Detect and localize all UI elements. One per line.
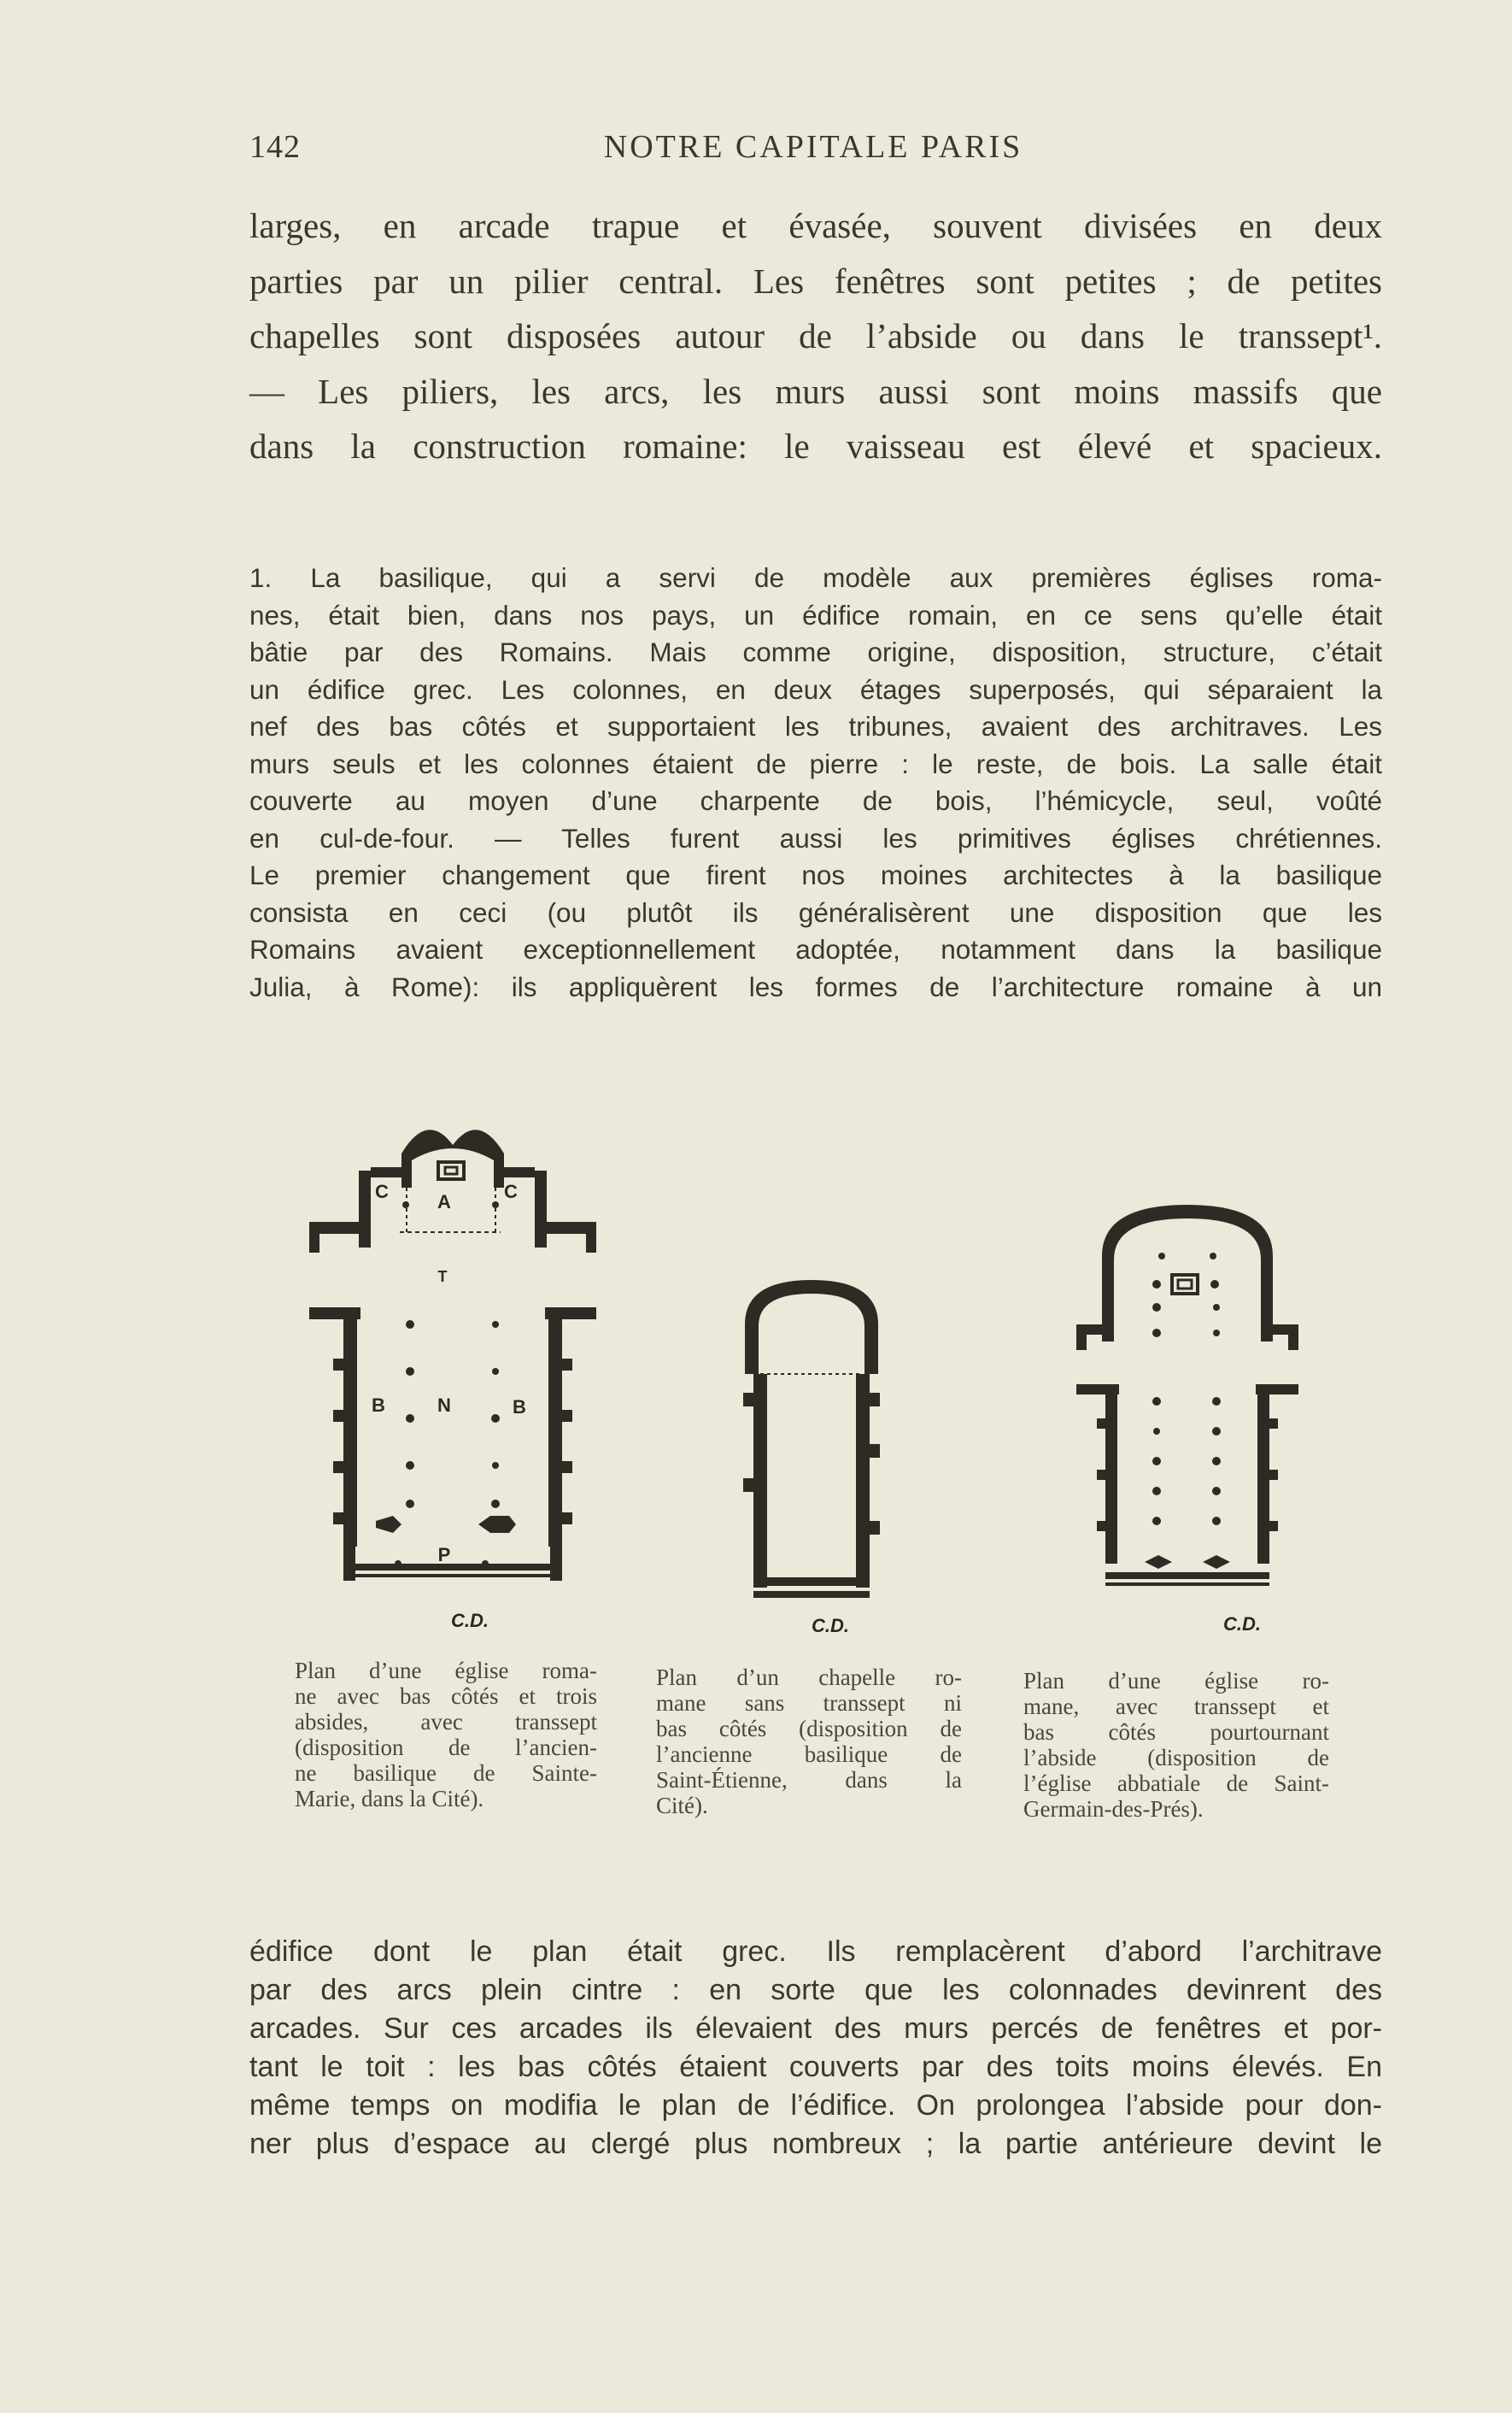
caption-line: Saint-Étienne, dans la (656, 1767, 962, 1793)
caption-line: mane, avec transsept et (1023, 1694, 1329, 1719)
footnote (249, 560, 1382, 1006)
plan-letter-p: P (437, 1544, 451, 1565)
floor-plan-figure-3 (1068, 1196, 1307, 1606)
plan-letter-b-left: B (372, 1394, 385, 1416)
caption-line: Cité). (656, 1793, 708, 1818)
footnote-line: murs seuls et les colonnes étaient de pierre : le reste, de bois. La salle était (249, 748, 1382, 779)
caption-line: absides, avec transsept (295, 1709, 597, 1735)
footnote-line: Le premier changement que firent nos moines architectes à la basilique (249, 860, 1382, 890)
page-number: 142 (249, 129, 301, 165)
figure-1-signature: C.D. (451, 1610, 489, 1631)
text-line: larges, en arcade trapue et évasée, souvent divisées en deux (249, 206, 1382, 245)
plan-letter-c-right: C (504, 1181, 518, 1202)
text-line: dans la construction romaine: le vaisseau est élevé et spacieux. (249, 426, 1382, 466)
caption-line: Plan d’une église roma- (295, 1658, 597, 1683)
footnote-line: couverte au moyen d’une charpente de bois, l’hémicycle, seul, voûté (249, 785, 1382, 816)
text-line: ner plus d’espace au clergé plus nombreux ; la partie antérieure devint le (249, 2128, 1382, 2160)
text-line: arcades. Sur ces arcades ils élevaient des murs percés de fenêtres et por- (249, 2012, 1382, 2045)
footnote-line: 1. La basilique, qui a servi de modèle aux premières églises roma- (249, 562, 1382, 593)
main-paragraph (249, 198, 1382, 474)
caption-line: l’ancienne basilique de (656, 1741, 962, 1767)
text-line: chapelles sont disposées autour de l’abside ou dans le transsept¹. (249, 316, 1382, 355)
caption-line: mane sans transsept ni (656, 1690, 962, 1716)
floor-plan-figure-2 (735, 1273, 888, 1606)
caption-line: ne basilique de Sainte- (295, 1760, 597, 1786)
figure-1-caption (295, 1658, 597, 1811)
plan-letter-t: T (437, 1268, 448, 1285)
caption-line: Germain-des-Prés). (1023, 1796, 1204, 1822)
footnote-line: nes, était bien, dans nos pays, un édifice romain, en ce sens qu’elle était (249, 599, 1382, 631)
plan-letter-b-right: B (513, 1396, 526, 1418)
footnote-line: en cul-de-four. — Telles furent aussi les primitives églises chrétiennes. (249, 822, 1382, 854)
plan-letter-a: A (437, 1191, 451, 1212)
figure-2-caption (656, 1664, 962, 1818)
text-line: édifice dont le plan était grec. Ils remplacèrent d’abord l’architrave (249, 1935, 1382, 1968)
text-line: même temps on modifia le plan de l’édifice. On prolongea l’abside pour don- (249, 2089, 1382, 2122)
text-line: par des arcs plein cintre : en sorte que les colonnades devinrent des (249, 1974, 1382, 2006)
floor-plan-figure-1 (299, 1102, 607, 1598)
caption-line: Plan d’une église ro- (1023, 1668, 1329, 1694)
caption-line: Plan d’un chapelle ro- (656, 1664, 962, 1690)
text-line: tant le toit : les bas côtés étaient couverts par des toits moins élevés. En (249, 2051, 1382, 2083)
caption-line: bas côtés pourtournant (1023, 1719, 1329, 1745)
footnote-line: consista en ceci (ou plutôt ils généralisèrent une disposition que les (249, 896, 1382, 928)
running-title: NOTRE CAPITALE PARIS (603, 129, 1023, 165)
caption-line: (disposition de l’ancien- (295, 1735, 597, 1760)
caption-line: bas côtés (disposition de (656, 1716, 962, 1741)
plan-letter-n: N (437, 1394, 451, 1416)
footnote-line: nef des bas côtés et supportaient les tribunes, avaient des architraves. Les (249, 711, 1382, 742)
figure-2-signature: C.D. (812, 1615, 849, 1636)
caption-line: l’abside (disposition de (1023, 1745, 1329, 1770)
text-line: parties par un pilier central. Les fenêtres sont petites ; de petites (249, 261, 1382, 301)
footnote-line: Romains avaient exceptionnellement adoptée, notamment dans la basilique (249, 934, 1382, 965)
caption-line: l’église abbatiale de Saint- (1023, 1770, 1329, 1796)
footnote-line: un édifice grec. Les colonnes, en deux étages superposés, qui séparaient la (249, 673, 1382, 705)
plan-letter-c-left: C (375, 1181, 389, 1202)
running-header (249, 128, 1377, 176)
figure-3-signature: C.D. (1223, 1613, 1261, 1635)
figure-3-caption (1023, 1668, 1329, 1822)
text-line: — Les piliers, les arcs, les murs aussi sont moins massifs que (249, 371, 1382, 411)
continuation-paragraph (249, 1933, 1382, 2163)
footnote-line: bâtie par des Romains. Mais comme origine, disposition, structure, c’était (249, 637, 1382, 667)
caption-line: ne avec bas côtés et trois (295, 1683, 597, 1709)
caption-line: Marie, dans la Cité). (295, 1786, 484, 1811)
footnote-line: Julia, à Rome): ils appliquèrent les formes de l’architecture romaine à un (249, 971, 1382, 1002)
